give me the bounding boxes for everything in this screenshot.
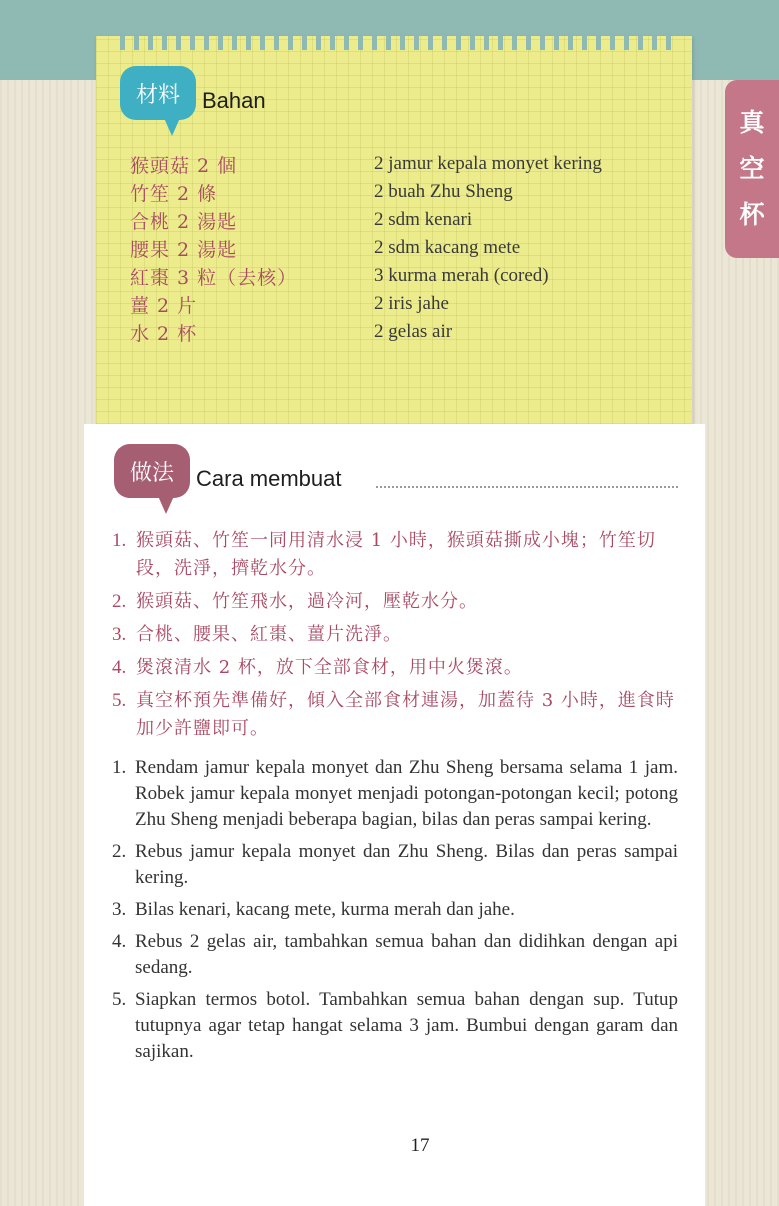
chapter-side-tab[interactable] — [725, 80, 779, 258]
step-number: 1. — [112, 757, 127, 778]
method-step-chinese — [112, 527, 678, 583]
method-heading: Cara membuat — [196, 466, 342, 491]
step-number: 3. — [112, 624, 127, 645]
side-tab-char: 真 — [739, 108, 765, 137]
step-text: Bilas kenari, kacang mete, kurma merah dan jahe. — [135, 899, 515, 920]
step-number: 5. — [112, 989, 127, 1010]
step-text: Rendam jamur kepala monyet dan Zhu Sheng bersama selama 1 jam. Robek jamur kepala monyet menjadi potongan-potongan kecil; potong Zhu Sheng menjadi beberapa bagian, bilas dan peras sampai kering. — [135, 757, 678, 830]
method-step-chinese — [112, 588, 678, 616]
step-number: 1. — [112, 530, 127, 551]
ingredient-indonesian: 2 buah Zhu Sheng — [374, 181, 513, 202]
method-step-indonesian — [112, 839, 678, 891]
ingredients-speech-tag — [120, 66, 196, 120]
ingredient-row — [130, 206, 690, 234]
step-number: 2. — [112, 841, 127, 862]
method-step-indonesian — [112, 897, 678, 923]
step-text: 煲滾清水 2 杯，放下全部食材，用中火煲滾。 — [136, 657, 523, 678]
step-number: 4. — [112, 931, 127, 952]
method-step-indonesian — [112, 987, 678, 1065]
method-step-chinese — [112, 654, 678, 682]
side-tab-char: 空 — [739, 154, 765, 183]
ingredient-row — [130, 150, 690, 178]
note-perforation — [120, 36, 680, 50]
ingredient-row — [130, 234, 690, 262]
ingredient-indonesian: 2 iris jahe — [374, 293, 449, 314]
ingredient-chinese: 合桃 2 湯匙 — [130, 210, 238, 233]
ingredient-row — [130, 178, 690, 206]
ingredient-chinese: 水 2 杯 — [130, 322, 198, 345]
method-step-chinese — [112, 621, 678, 649]
ingredient-row — [130, 262, 690, 290]
ingredient-chinese: 薑 2 片 — [130, 294, 198, 317]
method-steps-chinese — [112, 527, 678, 748]
method-step-indonesian — [112, 929, 678, 981]
method-speech-tag — [114, 444, 190, 498]
step-number: 5. — [112, 690, 127, 711]
step-text: 猴頭菇、竹笙一同用清水浸 1 小時，猴頭菇撕成小塊；竹笙切段，洗淨，擠乾水分。 — [136, 530, 656, 579]
step-number: 3. — [112, 899, 127, 920]
ingredients-heading: Bahan — [202, 88, 266, 113]
step-text: Siapkan termos botol. Tambahkan semua bahan dengan sup. Tutup tutupnya agar tetap hangat selama 3 jam. Bumbui dengan garam dan sajikan. — [135, 989, 678, 1062]
ingredient-indonesian: 3 kurma merah (cored) — [374, 265, 549, 286]
step-number: 4. — [112, 657, 127, 678]
ingredients-list — [130, 150, 690, 346]
ingredient-chinese: 腰果 2 湯匙 — [130, 238, 238, 261]
step-number: 2. — [112, 591, 127, 612]
method-step-indonesian — [112, 755, 678, 833]
ingredient-indonesian: 2 jamur kepala monyet kering — [374, 153, 602, 174]
page-number: 17 — [410, 1135, 430, 1156]
ingredient-row — [130, 318, 690, 346]
ingredient-row — [130, 290, 690, 318]
ingredient-indonesian: 2 sdm kenari — [374, 209, 473, 230]
ingredient-indonesian: 2 sdm kacang mete — [374, 237, 521, 258]
ingredient-chinese: 竹笙 2 條 — [130, 182, 218, 205]
heading-dotted-rule — [376, 486, 678, 488]
ingredients-tag-label: 材料 — [135, 82, 180, 108]
method-steps-indonesian — [112, 755, 678, 1071]
step-text: 真空杯預先準備好，傾入全部食材連湯，加蓋待 3 小時，進食時加少許鹽即可。 — [136, 690, 675, 739]
ingredient-chinese: 猴頭菇 2 個 — [130, 154, 238, 177]
step-text: 合桃、腰果、紅棗、薑片洗淨。 — [136, 624, 402, 645]
method-tag-label: 做法 — [129, 460, 174, 486]
side-tab-char: 杯 — [739, 200, 765, 229]
method-step-chinese — [112, 687, 678, 743]
ingredient-chinese: 紅棗 3 粒（去核） — [130, 266, 298, 289]
step-text: Rebus 2 gelas air, tambahkan semua bahan dan didihkan dengan api sedang. — [135, 931, 678, 978]
step-text: Rebus jamur kepala monyet dan Zhu Sheng. Bilas dan peras sampai kering. — [135, 841, 678, 888]
ingredient-indonesian: 2 gelas air — [374, 321, 453, 342]
step-text: 猴頭菇、竹笙飛水，過冷河，壓乾水分。 — [136, 591, 478, 612]
